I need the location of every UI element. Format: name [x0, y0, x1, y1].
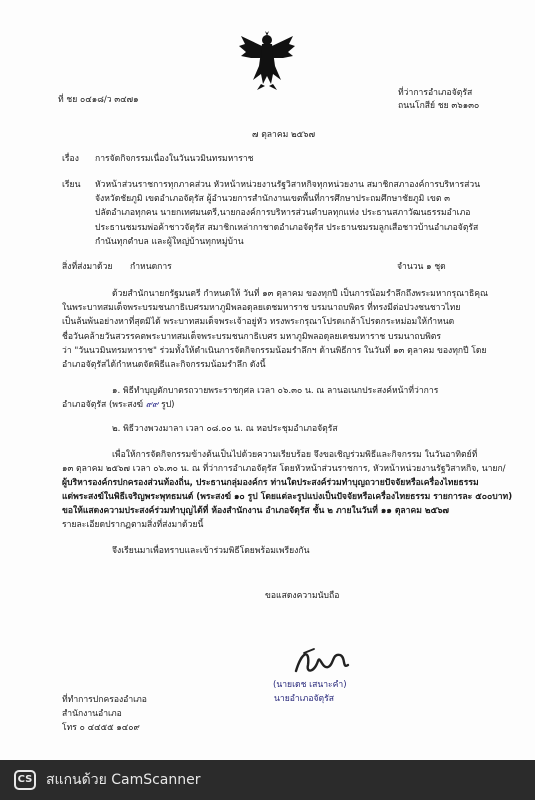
body-para2-line: รายละเอียดปรากฏตามสิ่งที่ส่งมาด้วยนี้: [62, 520, 204, 530]
office-address-line1: ที่ว่าการอำเภอจัตุรัส: [398, 88, 473, 98]
body-para3: จึงเรียนมาเพื่อทราบและเข้าร่วมพิธีโดยพร้อมเพรียงกัน: [112, 546, 310, 556]
recipient-line: กำนันทุกตำบล และผู้ใหญ่บ้านทุกหมู่บ้าน: [95, 237, 244, 247]
footer-office: ที่ทำการปกครองอำเภอ: [62, 695, 147, 705]
monk-count-suffix: รูป): [161, 400, 175, 410]
enclosure-label: สิ่งที่ส่งมาด้วย: [62, 262, 113, 272]
signer-title: นายอำเภอจัตุรัส: [274, 694, 334, 704]
enclosure-item: กำหนดการ: [130, 262, 172, 272]
recipient-label: เรียน: [62, 180, 81, 190]
body-para1-line: เป็นล้นพ้นอย่างหาที่สุดมิได้ พระบาทสมเด็จพระเจ้าอยู่หัว ทรงพระกรุณาโปรดเกล้าโปรดกระหม่อมให้กำหนด: [62, 317, 455, 327]
ceremony-item-1-cont: [62, 399, 175, 411]
signer-name: (นายเดช เสนาะคำ): [273, 680, 347, 690]
recipient-line: ปลัดอำเภอทุกคน นายกเทศมนตรี,นายกองค์การบริหารส่วนตำบลทุกแห่ง ประธานสภาวัฒนธรรมอำเภอ: [95, 208, 471, 218]
ceremony-item-1: ๑. พิธีทำบุญตักบาตรถวายพระราชกุศล เวลา ๐๖.๓๐ น. ณ ลานอเนกประสงค์หน้าที่ว่าการ: [112, 386, 439, 396]
recipient-line: จังหวัดชัยภูมิ เขตอำเภอจัตุรัส ผู้อำนวยการสำนักงานเขตพื้นที่การศึกษาประถมศึกษาชัยภูมิ เขต ๓: [95, 194, 451, 204]
footer-phone: โทร ๐ ๔๔๕๕ ๑๔๐๙: [62, 723, 140, 733]
doc-number: ที่ ชย ๐๔๑๘/ว ๓๔๗๑: [58, 95, 139, 105]
letter-date: ๗ ตุลาคม ๒๕๖๗: [252, 130, 316, 140]
body-para2-line: แด่พระสงฆ์ในพิธีเจริญพระพุทธมนต์ (พระสงฆ์ ๑๐ รูป โดยแต่ละรูปแบ่งเป็นปัจจัยหรือเครื่องไทยธรรม รายการละ ๕๐๐บาท): [62, 492, 513, 502]
ceremony-item-2: ๒. พิธีวางพวงมาลา เวลา ๐๘.๐๐ น. ณ หอประชุมอำเภอจัตุรัส: [112, 424, 338, 434]
subject-text: การจัดกิจกรรมเนื่องในวันนวมินทรมหาราช: [95, 154, 254, 164]
handwritten-signature: [292, 643, 352, 679]
body-para1-line: ในพระบาทสมเด็จพระบรมชนกาธิเบศรมหาภูมิพลอดุลยเดชมหาราช บรมนาถบพิตร ที่ทรงมีต่อปวงชนชาวไทย: [62, 303, 461, 313]
closing-salutation: ขอแสดงความนับถือ: [265, 591, 340, 601]
body-para1-line: อำเภอจัตุรัสได้กำหนดจัดพิธีและกิจกรรมน้อมรำลึก ดังนี้: [62, 360, 266, 370]
body-para1-line: ด้วยสำนักนายกรัฐมนตรี กำหนดให้ วันที่ ๑๓ ตุลาคม ของทุกปี เป็นการน้อมรำลึกถึงพระมหากรุณาธิคุณ: [112, 289, 488, 299]
body-para2-line: ขอให้แสดงความประสงค์ร่วมทำบุญได้ที่ ห้องสำนักงาน อำเภอจัตุรัส ชั้น ๒ ภายในวันที่ ๑๑ ตุลาคม ๒๕๖๗: [62, 506, 449, 516]
monk-count-prefix: อำเภอจัตุรัส (พระสงฆ์: [62, 400, 144, 410]
monk-count-handwritten: ๙๙: [145, 400, 159, 410]
footer-section: สำนักงานอำเภอ: [62, 709, 122, 719]
camscanner-logo-icon: CS: [14, 770, 36, 790]
body-para2-line: ๑๓ ตุลาคม ๒๕๖๗ เวลา ๐๖.๓๐ น. ณ ที่ว่าการอำเภอจัตุรัส โดยหัวหน้าส่วนราชการ, หัวหน้าหน่วยงานรัฐวิสาหกิจ, นายก/: [62, 464, 506, 474]
body-para1-line: ว่า "วันนวมินทรมหาราช" ร่วมทั้งให้ดำเนินการจัดกิจกรรมน้อมรำลึกฯ ด้านพิธีการ ในวันที่ ๑๓ ตุลาคม ของทุกปี โดย: [62, 346, 487, 356]
recipient-line: หัวหน้าส่วนราชการทุกภาคส่วน หัวหน้าหน่วยงานรัฐวิสาหกิจทุกหน่วยงาน สมาชิกสภาองค์การบริหารส่วน: [95, 180, 481, 190]
garuda-emblem: [235, 28, 299, 92]
recipient-line: ประธานชมรมพ่อค้าชาวจัตุรัส สมาชิกเหล่ากาชาดอำเภอจัตุรัส ประธานชมรมลูกเสือชาวบ้านอำเภอจัตุรัส: [95, 223, 479, 233]
camscanner-text: สแกนด้วย CamScanner: [46, 772, 201, 788]
body-para2-line: ผู้บริหารองค์กรปกครองส่วนท้องถิ่น, ประธานกลุ่มองค์กร ท่านใดประสงค์ร่วมทำบุญถวายปัจจัยหรือเครื่องไทยธรรม: [62, 478, 479, 488]
body-para2-line: เพื่อให้การจัดกิจกรรมข้างต้นเป็นไปด้วยความเรียบร้อย จึงขอเชิญร่วมพิธีและกิจกรรม ในวันอาทิตย์ที่: [112, 450, 478, 460]
body-para1-line: ชื่อวันคล้ายวันสวรรคตพระบาทสมเด็จพระบรมชนกาธิเบศร มหาภูมิพลอดุลยเดชมหาราช บรมนาถบพิตร: [62, 332, 441, 342]
camscanner-watermark-bar: [0, 760, 535, 800]
enclosure-count: จำนวน ๑ ชุด: [397, 262, 446, 272]
office-address-line2: ถนนโกสีย์ ชย ๓๖๑๓๐: [398, 101, 480, 111]
subject-label: เรื่อง: [62, 154, 79, 164]
